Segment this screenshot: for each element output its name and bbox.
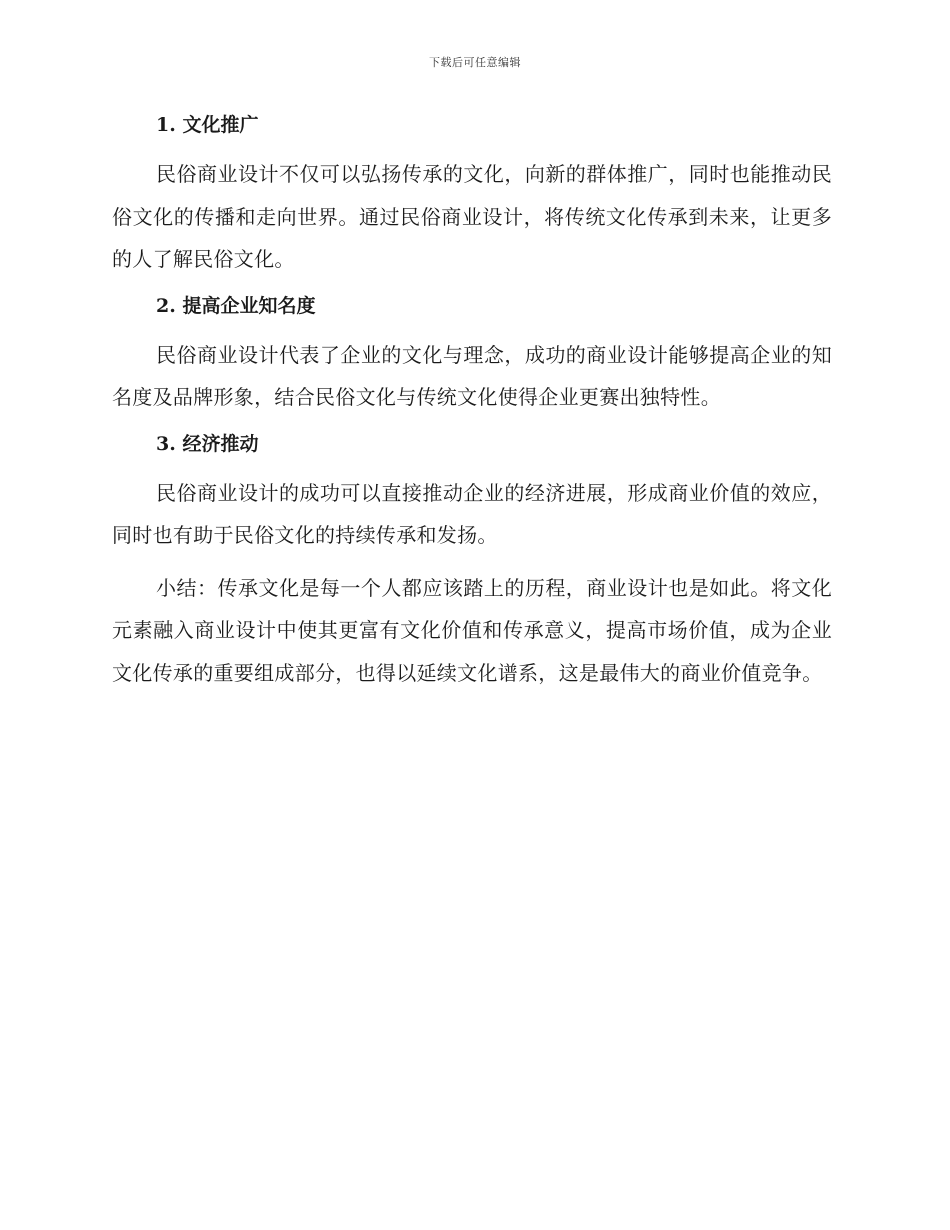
page-header: 下载后可任意编辑 bbox=[429, 56, 521, 69]
section-paragraph-brand-awareness: 民俗商业设计代表了企业的文化与理念，成功的商业设计能够提高企业的知名度及品牌形象，结合民俗文化与传统文化使得企业更赛出独特性。 bbox=[112, 342, 832, 409]
section-paragraph-economic-drive: 民俗商业设计的成功可以直接推动企业的经济进展，形成商业价值的效应，同时也有助于民俗文化的持续传承和发扬。 bbox=[112, 480, 832, 547]
section-heading-economic-drive: 3. 经济推动 bbox=[156, 432, 259, 455]
section-heading-brand-awareness: 2. 提高企业知名度 bbox=[156, 294, 316, 317]
section-paragraph-cultural-promotion: 民俗商业设计不仅可以弘扬传承的文化，向新的群体推广，同时也能推动民俗文化的传播和走向世界。通过民俗商业设计，将传统文化传承到未来，让更多的人了解民俗文化。 bbox=[112, 162, 832, 271]
document-body bbox=[112, 110, 832, 704]
summary-paragraph: 小结：传承文化是每一个人都应该踏上的历程，商业设计也是如此。将文化元素融入商业设计中使其更富有文化价值和传承意义，提高市场价值，成为企业文化传承的重要组成部分，也得以延续文化谱系，这是最伟大的商业价值竞争。 bbox=[112, 575, 832, 685]
section-heading-cultural-promotion: 1. 文化推广 bbox=[156, 114, 259, 136]
